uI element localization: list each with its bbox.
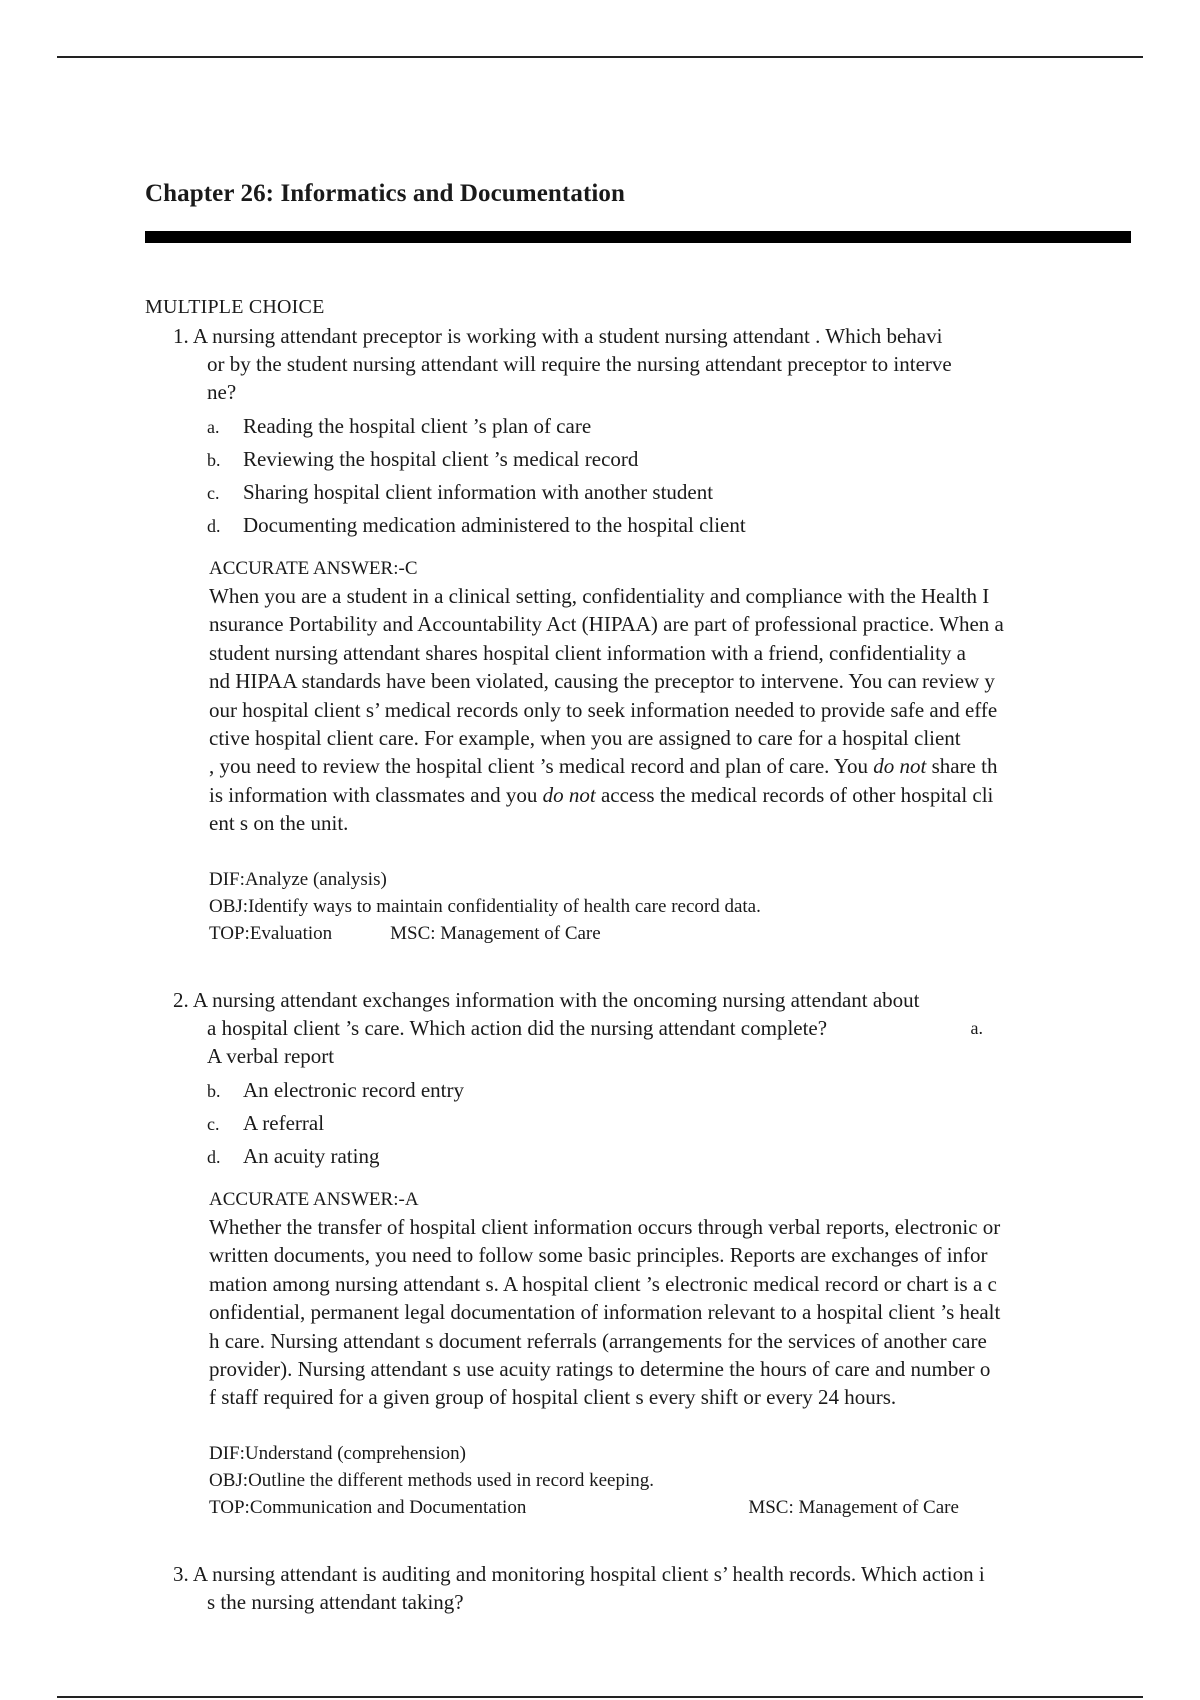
- rationale: [173, 582, 1113, 838]
- page-bottom-rule: [57, 1696, 1143, 1698]
- option-text: Reviewing the hospital client ’s medical record: [243, 447, 639, 471]
- question-stem-line: [173, 1560, 1113, 1588]
- option-letter: a.: [970, 1018, 983, 1038]
- rationale-line: our hospital client s’ medical records only to seek information needed to provide safe and effe: [209, 697, 998, 722]
- option-letter: c.: [207, 483, 220, 503]
- question-stem-line: [173, 986, 1113, 1014]
- rationale-line: nsurance Portability and Accountability Act (HIPAA) are part of professional practice. When a: [209, 612, 1004, 637]
- option-d[interactable]: [173, 509, 1113, 542]
- difficulty: DIF:Analyze (analysis): [209, 868, 387, 890]
- question-1: [173, 322, 1113, 947]
- option-text: Reading the hospital client ’s plan of care: [243, 414, 592, 438]
- question-stem-text: A nursing attendant is auditing and monitoring hospital client s’ health records. Which action i: [192, 1562, 985, 1586]
- option-text: A verbal report: [207, 1044, 335, 1068]
- option-letter: a.: [207, 417, 220, 437]
- answer-options: [173, 410, 1113, 542]
- question-number: 1.: [173, 324, 189, 348]
- rationale-line: When you are a student in a clinical setting, confidentiality and compliance with the Health I: [209, 584, 990, 608]
- question-3: [173, 1560, 1113, 1616]
- rationale-line: h care. Nursing attendant s document referrals (arrangements for the services of another care: [209, 1328, 987, 1353]
- rationale-text: , you need to review the hospital client ’s medical record and plan of care. You: [209, 754, 868, 779]
- option-text: An acuity rating: [243, 1144, 380, 1168]
- question-stem-line: [173, 1014, 1113, 1042]
- rationale-line: [209, 752, 1113, 780]
- option-b[interactable]: [173, 443, 1113, 476]
- answer-options: [173, 1074, 1113, 1173]
- rationale-text: is information with classmates and you: [209, 782, 538, 807]
- question-metadata: [173, 1440, 1113, 1521]
- topic: TOP:Evaluation: [209, 922, 333, 944]
- topic-msc-row: [209, 1494, 1113, 1521]
- rationale-line: ent s on the unit.: [209, 811, 349, 836]
- rationale-line: mation among nursing attendant s. A hospital client ’s electronic medical record or chart is a c: [209, 1271, 997, 1296]
- difficulty: DIF:Understand (comprehension): [209, 1442, 466, 1464]
- rationale-emphasis: do not: [542, 782, 596, 807]
- rationale-line: nd HIPAA standards have been violated, causing the preceptor to intervene. You can review y: [209, 669, 995, 694]
- rationale-line: ctive hospital client care. For example, when you are assigned to care for a hospital client: [209, 726, 961, 751]
- rationale-text: access the medical records of other hospital cli: [595, 782, 994, 807]
- option-letter: d.: [207, 516, 221, 536]
- option-b[interactable]: [173, 1074, 1113, 1107]
- rationale-line: onfidential, permanent legal documentation of information relevant to a hospital client ’s healt: [209, 1300, 1001, 1325]
- rationale: [173, 1213, 1113, 1412]
- option-letter: b.: [207, 1081, 221, 1101]
- option-letter: c.: [207, 1114, 220, 1134]
- answer-key: ACCURATE ANSWER:-A: [209, 1189, 419, 1210]
- rationale-line: f staff required for a given group of hospital client s every shift or every 24 hours.: [209, 1385, 897, 1410]
- option-letter: b.: [207, 450, 221, 470]
- page-top-rule: [57, 56, 1143, 58]
- option-a[interactable]: [173, 1042, 1113, 1070]
- answer-key: ACCURATE ANSWER:-C: [209, 558, 418, 579]
- topic: TOP:Communication and Documentation: [209, 1496, 527, 1518]
- question-stem-line: or by the student nursing attendant will require the nursing attendant preceptor to interve: [207, 352, 952, 376]
- rationale-line: [209, 781, 1113, 809]
- rationale-emphasis: do not: [873, 754, 927, 779]
- msc: MSC: Management of Care: [748, 1496, 959, 1518]
- rationale-line: Whether the transfer of hospital client information occurs through verbal reports, electronic or: [209, 1215, 1001, 1239]
- topic-msc-row: [209, 920, 1113, 947]
- question-number: 2.: [173, 988, 189, 1012]
- objective: OBJ:Identify ways to maintain confidentiality of health care record data.: [209, 895, 761, 917]
- option-letter: d.: [207, 1147, 221, 1167]
- question-number: 3.: [173, 1562, 189, 1586]
- question-stem-text: a hospital client ’s care. Which action did the nursing attendant complete?: [207, 1016, 828, 1040]
- rationale-line: written documents, you need to follow some basic principles. Reports are exchanges of infor: [209, 1243, 988, 1268]
- question-stem-line: ne?: [207, 380, 237, 404]
- objective: OBJ:Outline the different methods used in record keeping.: [209, 1469, 654, 1491]
- question-metadata: [173, 866, 1113, 947]
- question-stem-line: [173, 322, 1113, 350]
- option-d[interactable]: [173, 1140, 1113, 1173]
- title-underline-bar: [145, 231, 1131, 243]
- option-text: An electronic record entry: [243, 1078, 464, 1102]
- option-text: Sharing hospital client information with another student: [243, 480, 714, 504]
- option-text: A referral: [243, 1111, 325, 1135]
- question-stem-text: A nursing attendant exchanges information with the oncoming nursing attendant about: [192, 988, 920, 1012]
- msc: MSC: Management of Care: [390, 922, 601, 944]
- rationale-line: student nursing attendant shares hospital client information with a friend, confidentiality a: [209, 640, 966, 665]
- question-stem-line: s the nursing attendant taking?: [207, 1590, 464, 1614]
- chapter-title: Chapter 26: Informatics and Documentation: [145, 180, 626, 207]
- rationale-text: share th: [926, 754, 998, 779]
- question-2: [173, 986, 1113, 1521]
- rationale-line: provider). Nursing attendant s use acuity ratings to determine the hours of care and number o: [209, 1357, 991, 1382]
- option-text: Documenting medication administered to the hospital client: [243, 513, 746, 537]
- option-a[interactable]: [173, 410, 1113, 443]
- section-heading: MULTIPLE CHOICE: [145, 296, 325, 318]
- option-c[interactable]: [173, 1107, 1113, 1140]
- option-c[interactable]: [173, 476, 1113, 509]
- question-stem-text: A nursing attendant preceptor is working with a student nursing attendant . Which behavi: [192, 324, 943, 348]
